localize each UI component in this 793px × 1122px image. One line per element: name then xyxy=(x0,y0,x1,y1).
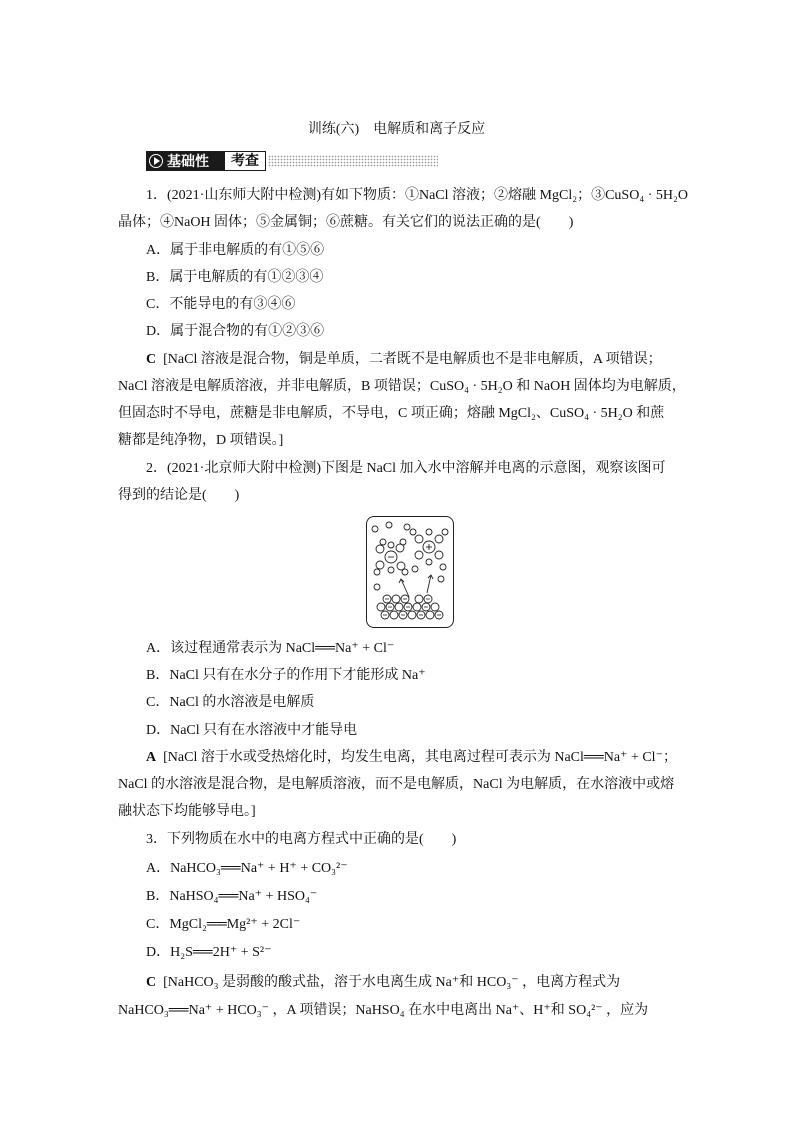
q1-explanation-line2: NaCl 溶液是电解质溶液，并非电解质，B 项错误；CuSO₄ · 5H₂O 和 NaOH 固体均为电解质， xyxy=(118,379,686,394)
q1-explanation-line1 xyxy=(146,351,662,369)
q1-stem-line2: 晶体；④NaOH 固体；⑤金属铜；⑥蔗糖。有关它们的说法正确的是( ) xyxy=(118,215,574,230)
banner-basic xyxy=(146,151,224,171)
q3-option-a: A．NaHCO₃══Na⁺ + H⁺ + CO₃²⁻ xyxy=(146,861,348,876)
q2-option-b: B．NaCl 只有在水分子的作用下才能形成 Na⁺ xyxy=(146,668,426,683)
nacl-dissolution-figure xyxy=(366,516,454,628)
q3-explanation-line1 xyxy=(146,974,620,992)
q3-option-d: D．H₂S══2H⁺ + S²⁻ xyxy=(146,945,272,960)
q1-option-d: D．属于混合物的有①②③⑥ xyxy=(146,324,325,339)
q3-option-b: B．NaHSO₄══Na⁺ + HSO₄⁻ xyxy=(146,889,318,904)
q3-explanation-line2: NaHCO₃══Na⁺ + HCO₃⁻ ，A 项错误；NaHSO₄ 在水中电离出 Na⁺、H⁺和 SO₄²⁻ ，应为 xyxy=(118,1003,649,1018)
q1-option-c: C．不能导电的有③④⑥ xyxy=(146,297,296,312)
q1-stem-line1: 1．(2021·山东师大附中检测)有如下物质：①NaCl 溶液；②熔融 MgCl₂；③CuSO₄ · 5H₂O xyxy=(146,188,688,203)
nacl-dissolution-illustration xyxy=(367,517,452,626)
banner-label-exam: 考查 xyxy=(224,151,266,171)
banner-dots xyxy=(268,155,438,167)
q3-explanation-text1: [NaHCO₃ 是弱酸的酸式盐，溶于水电离生成 Na⁺和 HCO₃⁻ ，电离方程式为 xyxy=(163,975,621,990)
q1-option-b: B．属于电解质的有①②③④ xyxy=(146,270,324,285)
q1-explanation-text1: [NaCl 溶液是混合物，铜是单质，二者既不是电解质也不是非电解质，A 项错误； xyxy=(163,352,662,367)
q1-answer: C xyxy=(146,352,157,367)
q2-option-c: C．NaCl 的水溶液是电解质 xyxy=(146,695,315,710)
q3-answer: C xyxy=(146,975,157,990)
q2-explanation-text1: [NaCl 溶于水或受热熔化时，均发生电离，其电离过程可表示为 NaCl══Na⁺ + Cl⁻； xyxy=(163,750,677,765)
q1-explanation-line3: 但固态时不导电，蔗糖是非电解质，不导电，C 项正确；熔融 MgCl₂、CuSO₄ · 5H₂O 和蔗 xyxy=(118,406,665,421)
q1-explanation-line4: 糖都是纯净物，D 项错误。] xyxy=(118,433,284,448)
q2-answer: A xyxy=(146,750,157,765)
banner-label-basic: 基础性 xyxy=(167,153,209,169)
play-icon xyxy=(149,154,163,168)
q2-stem-line1: 2．(2021·北京师大附中检测)下图是 NaCl 加入水中溶解并电离的示意图，观察该图可 xyxy=(146,461,666,476)
q3-stem: 3．下列物质在水中的电离方程式中正确的是( ) xyxy=(146,832,457,847)
section-banner xyxy=(146,151,446,171)
q2-option-a: A．该过程通常表示为 NaCl══Na⁺ + Cl⁻ xyxy=(146,641,395,656)
q3-option-c: C．MgCl₂══Mg²⁺ + 2Cl⁻ xyxy=(146,917,301,932)
q2-stem-line2: 得到的结论是( ) xyxy=(118,488,240,503)
q2-explanation-line2: NaCl 的水溶液是混合物，是电解质溶液，而不是电解质，NaCl 为电解质，在水溶液中或熔 xyxy=(118,777,675,792)
page-title: 训练(六) 电解质和离子反应 xyxy=(307,122,486,137)
q1-option-a: A．属于非电解质的有①⑤⑥ xyxy=(146,243,325,258)
q2-explanation-line3: 融状态下均能够导电。] xyxy=(118,804,256,819)
q2-option-d: D．NaCl 只有在水溶液中才能导电 xyxy=(146,723,358,738)
q2-explanation-line1 xyxy=(146,749,677,767)
